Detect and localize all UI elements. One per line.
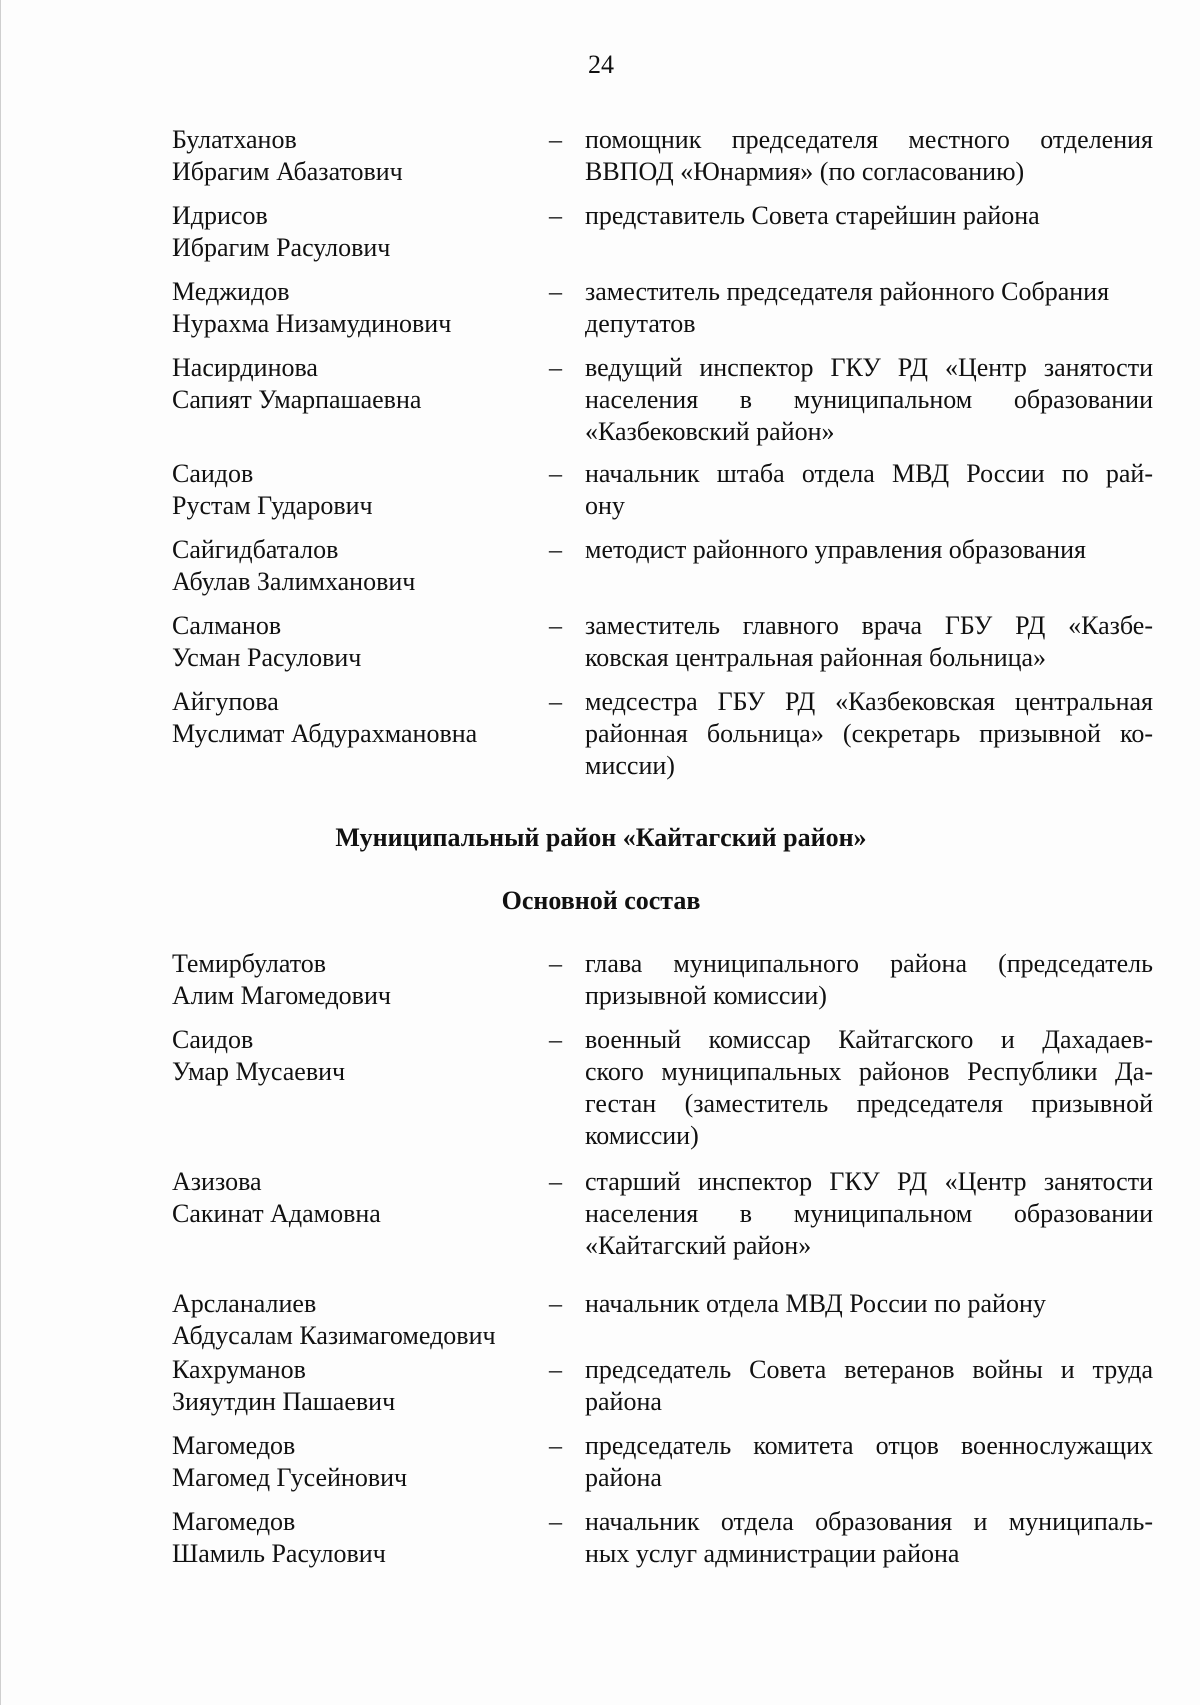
member-role [585,276,1153,340]
member-given-names: Муслимат Абдурахмановна [172,719,478,748]
member-role [585,458,1153,522]
role-line: гестан (заместитель председателя призывной [585,1089,1153,1118]
member-surname: Булатханов [172,125,297,154]
member-name [172,458,532,522]
role-line: «Кайтагский район» [585,1231,812,1260]
member-surname: Идрисов [172,201,268,230]
member-role [585,1288,1153,1320]
dash-separator: – [549,277,562,306]
member-surname: Саидов [172,459,254,488]
section-heading: Муниципальный район «Кайтагский район» [335,823,867,852]
member-name [172,686,532,750]
dash-separator: – [549,1289,562,1318]
member-role [585,610,1153,674]
member-role [585,200,1153,232]
role-line: района [585,1387,662,1416]
role-line: помощник председателя местного отделения [585,125,1153,154]
role-line: районная больница» (секретарь призывной ко- [585,719,1153,748]
role-line: начальник отдела МВД России по району [585,1289,1046,1318]
member-name [172,276,532,340]
member-given-names: Нурахма Низамудинович [172,309,452,338]
member-given-names: Ибрагим Расулович [172,233,391,262]
subsection-heading: Основной состав [501,886,701,915]
member-given-names: Абулав Залимханович [172,567,416,596]
member-given-names: Сакинат Адамовна [172,1199,381,1228]
role-line: ковская центральная районная больница» [585,643,1047,672]
member-name [172,1354,532,1418]
dash-separator: – [549,353,562,382]
member-given-names: Магомед Гусейнович [172,1463,408,1492]
member-role [585,1024,1153,1152]
member-given-names: Рустам Гударович [172,491,373,520]
member-surname: Магомедов [172,1431,296,1460]
role-line: призывной комиссии) [585,981,827,1010]
dash-separator: – [549,611,562,640]
role-line: ных услуг администрации района [585,1539,960,1568]
member-role [585,1354,1153,1418]
role-line: начальник отдела образования и муниципаль- [585,1507,1153,1536]
member-surname: Кахруманов [172,1355,306,1384]
member-given-names: Абдусалам Казимагомедович [172,1321,496,1350]
dash-separator: – [549,1355,562,1384]
role-line: глава муниципального района (председатель [585,949,1153,978]
member-name [172,1166,532,1230]
member-surname: Магомедов [172,1507,296,1536]
dash-separator: – [549,1431,562,1460]
member-given-names: Шамиль Расулович [172,1539,386,1568]
member-given-names: Сапият Умарпашаевна [172,385,422,414]
dash-separator: – [549,1507,562,1536]
role-line: ону [585,491,625,520]
member-name [172,1024,532,1088]
member-surname: Сайгидбаталов [172,535,339,564]
role-line: ского муниципальных районов Республики Да- [585,1057,1153,1086]
dash-separator: – [549,949,562,978]
member-role [585,948,1153,1012]
member-role [585,1430,1153,1494]
member-surname: Салманов [172,611,282,640]
member-name [172,948,532,1012]
role-line: населения в муниципальном образовании [585,1199,1153,1228]
dash-separator: – [549,201,562,230]
member-name [172,534,532,598]
member-name [172,1430,532,1494]
member-name [172,610,532,674]
role-line: района [585,1463,662,1492]
role-line: заместитель главного врача ГБУ РД «Казбе- [585,611,1153,640]
role-line: ВВПОД «Юнармия» (по согласованию) [585,157,1025,186]
role-line: медсестра ГБУ РД «Казбековская центральная [585,687,1153,716]
member-role [585,534,1153,566]
member-surname: Арсланалиев [172,1289,317,1318]
role-line: председатель комитета отцов военнослужащих [585,1431,1153,1460]
role-line: председатель Совета ветеранов войны и труда [585,1355,1153,1384]
role-line: старший инспектор ГКУ РД «Центр занятости [585,1167,1153,1196]
member-role [585,352,1153,448]
member-given-names: Усман Расулович [172,643,362,672]
dash-separator: – [549,1167,562,1196]
page-number: 24 [588,50,614,79]
role-line: населения в муниципальном образовании [585,385,1153,414]
member-name [172,200,532,264]
role-line: депутатов [585,309,696,338]
dash-separator: – [549,125,562,154]
role-line: методист районного управления образования [585,535,1086,564]
role-line: начальник штаба отдела МВД России по рай- [585,459,1153,488]
member-name [172,352,532,416]
role-line: ведущий инспектор ГКУ РД «Центр занятости [585,353,1153,382]
member-given-names: Алим Магомедович [172,981,391,1010]
dash-separator: – [549,459,562,488]
member-surname: Азизова [172,1167,262,1196]
member-surname: Меджидов [172,277,290,306]
dash-separator: – [549,1025,562,1054]
role-line: представитель Совета старейшин района [585,201,1040,230]
role-line: миссии) [585,751,675,780]
member-given-names: Ибрагим Абазатович [172,157,403,186]
member-given-names: Зияутдин Пашаевич [172,1387,396,1416]
member-role [585,124,1153,188]
member-role [585,1506,1153,1570]
member-surname: Темирбулатов [172,949,327,978]
member-surname: Насирдинова [172,353,318,382]
member-role [585,686,1153,782]
role-line: заместитель председателя районного Собрания [585,277,1110,306]
role-line: военный комиссар Кайтагского и Дахадаев- [585,1025,1153,1054]
member-role [585,1166,1153,1262]
member-name [172,1506,532,1570]
role-line: «Казбековский район» [585,417,835,446]
member-name [172,124,532,188]
member-surname: Саидов [172,1025,254,1054]
dash-separator: – [549,687,562,716]
role-line: комиссии) [585,1121,699,1150]
dash-separator: – [549,535,562,564]
member-surname: Айгупова [172,687,279,716]
member-name [172,1288,532,1352]
member-given-names: Умар Мусаевич [172,1057,346,1086]
